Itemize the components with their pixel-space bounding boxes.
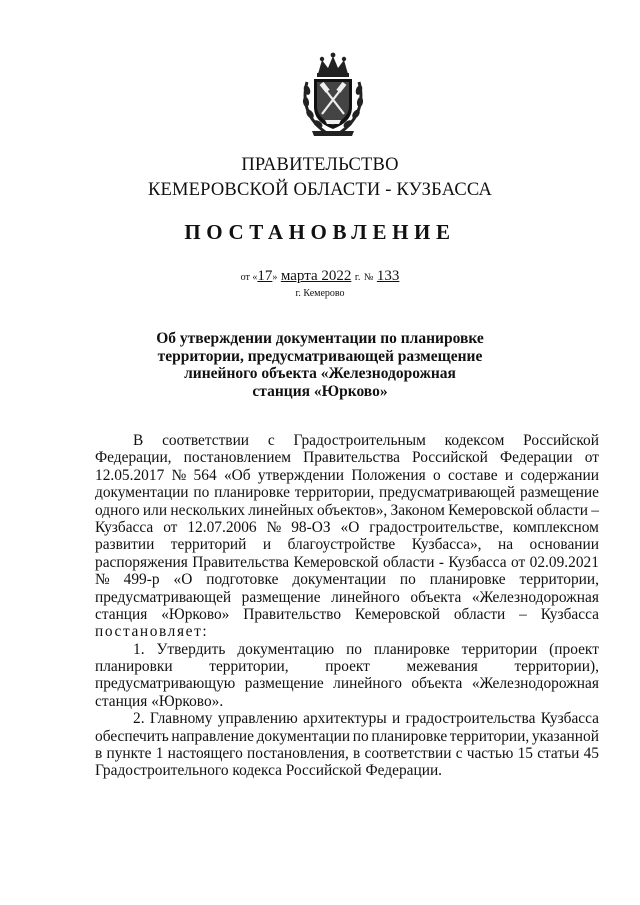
body-word: В bbox=[133, 432, 144, 449]
body-word: нескольких bbox=[170, 501, 245, 519]
body-word: планировке bbox=[214, 484, 290, 502]
body-word: на bbox=[497, 536, 514, 554]
date-quote-close: » bbox=[272, 272, 278, 283]
body-word: документации bbox=[292, 571, 386, 589]
body-word: объекта bbox=[410, 588, 462, 606]
body-word: размещение bbox=[520, 484, 599, 502]
body-word: настоящего bbox=[167, 745, 243, 763]
body-word: 45 bbox=[583, 745, 599, 763]
body-word: «Железнодорожная bbox=[471, 588, 599, 606]
body-word: содержании bbox=[520, 466, 599, 484]
body-word: распоряжения bbox=[95, 553, 188, 571]
body-word: постановлением bbox=[183, 449, 292, 467]
date-prefix: от « bbox=[240, 272, 258, 283]
body-line bbox=[95, 519, 599, 536]
body-word: от bbox=[511, 553, 526, 571]
body-word: Кемеровской bbox=[354, 605, 440, 623]
body-line bbox=[95, 606, 599, 623]
body-line bbox=[95, 432, 599, 449]
body-word: Законом bbox=[390, 501, 445, 519]
body-word: документации bbox=[256, 727, 351, 745]
body-word: размещение bbox=[244, 675, 324, 693]
body-word: с bbox=[267, 432, 275, 449]
body-word: 12.05.2017 bbox=[95, 466, 165, 484]
body-word: линейного bbox=[331, 588, 400, 606]
document-type-heading: ПОСТАНОВЛЕНИЕ bbox=[184, 220, 456, 244]
body-word: о bbox=[433, 466, 441, 484]
body-word: статьи bbox=[537, 745, 580, 763]
body-word: № bbox=[95, 571, 110, 589]
body-word: Федерации bbox=[499, 449, 573, 467]
body-word: территории, bbox=[209, 658, 289, 676]
body-word: объектов», bbox=[317, 501, 388, 519]
body-word: 98-ОЗ bbox=[291, 518, 331, 536]
body-word: «О bbox=[340, 518, 360, 536]
body-word: объекта bbox=[411, 675, 463, 693]
body-word: направление bbox=[171, 727, 254, 745]
body-word: и bbox=[504, 466, 514, 484]
body-word: от bbox=[584, 449, 599, 467]
body-word: Правительства bbox=[303, 449, 400, 467]
body-word: кодексом bbox=[444, 432, 505, 449]
body-word: области bbox=[383, 553, 435, 571]
org-name-line2: КЕМЕРОВСКОЙ ОБЛАСТИ - КУЗБАССА bbox=[147, 180, 493, 200]
body-word: области bbox=[453, 605, 506, 623]
body-word: пункте bbox=[106, 745, 152, 763]
body-word: проект bbox=[325, 658, 370, 676]
item-2-paragraph bbox=[95, 710, 599, 762]
body-line bbox=[95, 554, 599, 571]
body-word: Кузбасса», bbox=[411, 536, 482, 554]
body-word: станция bbox=[95, 605, 148, 623]
body-word: территории bbox=[461, 640, 538, 658]
body-word: соответствии bbox=[162, 432, 250, 449]
body-word: - bbox=[438, 553, 445, 571]
body-word: 2. bbox=[133, 710, 145, 728]
date-year-suffix: г. bbox=[354, 272, 361, 283]
number-sign: № bbox=[363, 272, 374, 283]
body-word: территории, bbox=[294, 484, 375, 502]
body-word: Кузбасса bbox=[448, 553, 507, 571]
body-word: по bbox=[352, 727, 369, 745]
city-label: г. Кемерово bbox=[295, 288, 345, 299]
body-word: межевания bbox=[406, 658, 478, 676]
body-word: № bbox=[171, 466, 187, 484]
body-word: 564 bbox=[193, 466, 217, 484]
body-line bbox=[95, 484, 599, 501]
body-word: 1 bbox=[155, 745, 164, 763]
body-word: градостроительстве, bbox=[369, 518, 504, 536]
title-line: линейного объекта «Железнодорожная bbox=[184, 365, 456, 382]
body-word: по bbox=[399, 571, 416, 589]
body-word: Кемеровской bbox=[293, 553, 379, 571]
body-word: 02.09.2021 bbox=[529, 553, 599, 571]
body-word: Кузбасса bbox=[95, 518, 154, 536]
kemerovo-coat-of-arms-icon bbox=[298, 52, 368, 138]
body-word: Правительство bbox=[243, 605, 342, 623]
document-body bbox=[95, 432, 599, 780]
body-word: Кузбасса bbox=[540, 605, 599, 623]
body-word: области bbox=[536, 501, 588, 519]
document-title bbox=[150, 330, 490, 400]
body-line bbox=[95, 675, 599, 692]
title-line: станция «Юрково» bbox=[252, 382, 388, 400]
body-word: по bbox=[193, 484, 210, 502]
body-word: № bbox=[266, 518, 282, 536]
body-word: основании bbox=[529, 536, 599, 554]
date-number-line bbox=[0, 268, 640, 285]
item-1-paragraph bbox=[95, 641, 599, 693]
body-line bbox=[95, 449, 599, 466]
body-word: подготовке bbox=[206, 571, 279, 589]
body-line bbox=[95, 571, 599, 588]
body-word: по bbox=[346, 640, 362, 658]
body-word: Российской bbox=[412, 449, 488, 467]
decree-word: постановляет: bbox=[95, 623, 209, 641]
body-line bbox=[95, 728, 599, 745]
body-word: линейного bbox=[333, 675, 402, 693]
body-word: территории, bbox=[449, 727, 530, 745]
body-word: планировки bbox=[95, 658, 173, 676]
body-word: предусматривающей bbox=[379, 484, 516, 502]
body-word: «Юрково» bbox=[161, 605, 230, 623]
body-line bbox=[95, 589, 599, 606]
body-word: планировке bbox=[429, 571, 506, 589]
body-word: размещение bbox=[241, 588, 321, 606]
body-word: утверждении bbox=[257, 466, 345, 484]
body-word: с bbox=[455, 745, 463, 763]
body-word: – bbox=[591, 501, 599, 519]
org-name-line1: ПРАВИТЕЛЬСТВО bbox=[241, 155, 399, 175]
body-word: Главному bbox=[149, 710, 213, 728]
body-word: Кемеровской bbox=[448, 501, 534, 519]
date-month-year: марта 2022 bbox=[280, 268, 352, 284]
body-word: 12.07.2006 bbox=[187, 518, 257, 536]
body-word: обеспечить bbox=[95, 727, 169, 745]
body-word: от bbox=[163, 518, 178, 536]
body-word: комплексном bbox=[513, 518, 599, 536]
title-line: территории, предусматривающей размещение bbox=[157, 347, 483, 365]
body-word: предусматривающую bbox=[95, 675, 236, 693]
item-2-last-line: Градостроительного кодекса Российской Федерации. bbox=[95, 762, 443, 780]
body-word: планировке bbox=[371, 727, 448, 745]
body-word: Федерации, bbox=[95, 449, 172, 467]
body-line bbox=[95, 641, 599, 658]
body-word: благоустройстве bbox=[287, 536, 396, 554]
body-word: Утвердить bbox=[156, 640, 226, 658]
body-word: и bbox=[262, 536, 272, 554]
body-word: частью bbox=[466, 745, 514, 763]
body-word: документацию bbox=[237, 640, 335, 658]
body-word: 499-р bbox=[123, 571, 160, 589]
body-word: соответствии bbox=[364, 745, 452, 763]
body-word: в bbox=[353, 745, 361, 763]
body-word: линейных bbox=[248, 501, 314, 519]
body-word: документации bbox=[95, 484, 189, 502]
body-word: Правительства bbox=[192, 553, 290, 571]
body-line bbox=[95, 710, 599, 727]
body-word: Положения bbox=[351, 466, 426, 484]
body-word: 1. bbox=[133, 640, 145, 658]
body-word: Градостроительным bbox=[293, 432, 426, 449]
title-line: Об утверждении документации по планировке bbox=[156, 330, 484, 347]
body-word: территории, bbox=[519, 571, 599, 589]
body-word: «Железнодорожная bbox=[471, 675, 599, 693]
body-word: «О bbox=[173, 571, 193, 589]
body-line bbox=[95, 467, 599, 484]
body-word: Российской bbox=[523, 432, 599, 449]
body-word: управлению bbox=[217, 710, 298, 728]
date-day: 17 bbox=[257, 268, 273, 284]
body-word: 15 bbox=[517, 745, 533, 763]
body-word: постановления, bbox=[247, 745, 349, 763]
body-word: архитектуры bbox=[303, 710, 387, 728]
document-number: 133 bbox=[376, 268, 400, 284]
body-word: развитии bbox=[95, 536, 155, 554]
preamble-paragraph bbox=[95, 432, 599, 623]
body-word: указанной bbox=[531, 727, 599, 745]
body-word: (проект bbox=[549, 640, 599, 658]
body-line bbox=[95, 536, 599, 553]
body-word: территорий bbox=[170, 536, 247, 554]
item-1-last-line: станция «Юрково». bbox=[95, 692, 224, 710]
body-line bbox=[95, 502, 599, 519]
body-word: и bbox=[392, 710, 401, 728]
body-word: «Об bbox=[223, 466, 251, 484]
body-word: градостроительства bbox=[405, 710, 536, 728]
body-word: в bbox=[95, 745, 103, 763]
body-line bbox=[95, 745, 599, 762]
body-line bbox=[95, 658, 599, 675]
body-word: одного bbox=[95, 501, 140, 519]
body-word: планировке bbox=[373, 640, 450, 658]
body-word: территории), bbox=[514, 658, 599, 676]
body-word: составе bbox=[448, 466, 498, 484]
body-word: – bbox=[519, 605, 527, 623]
body-word: или bbox=[142, 501, 168, 519]
body-word: предусматривающей bbox=[95, 588, 232, 606]
body-word: Кузбасса bbox=[540, 710, 599, 728]
